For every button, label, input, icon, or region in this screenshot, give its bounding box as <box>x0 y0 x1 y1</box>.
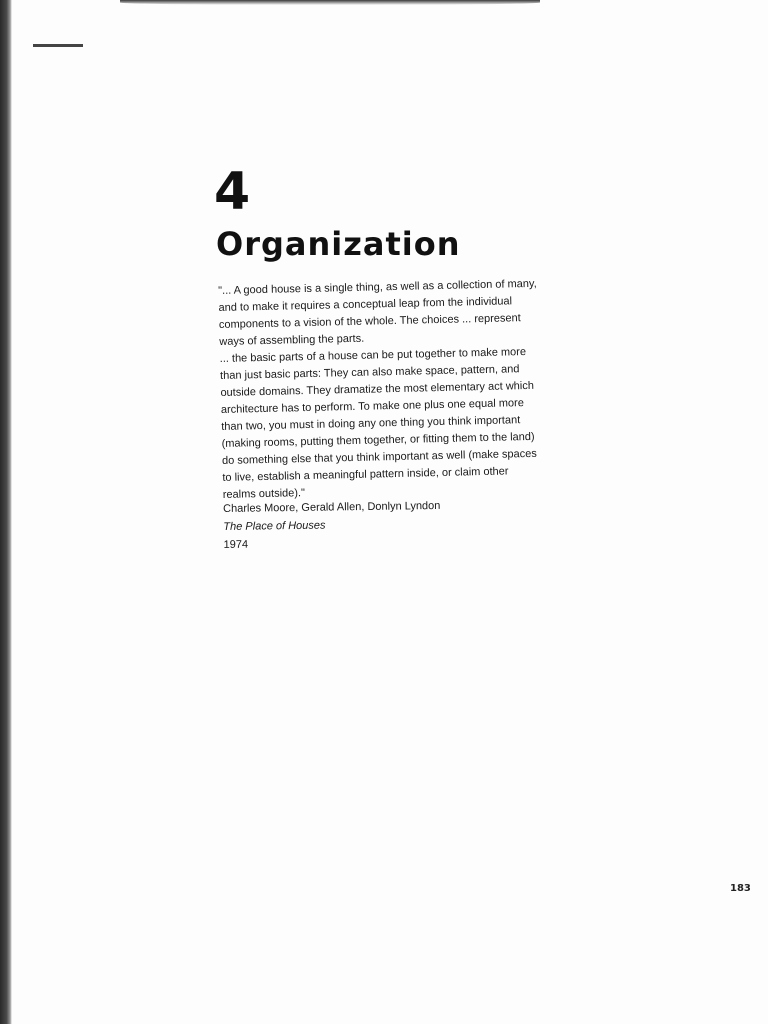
quote-paragraph: ... the basic parts of a house can be put together to make more than just basic parts: They can also make space, pattern, and outside domains. They dramatize the most elementary act which architecture has to perform. To make one plus one equal more than two, you must in doing any one thing you think important (making rooms, putting them together, or fitting them to the land) do something else that you think important as well (make spaces to live, establish a meaningful pattern inside, or claim other realms outside)." <box>219 346 537 501</box>
page-binding-shadow <box>0 0 12 1024</box>
quote-paragraph: "... A good house is a single thing, as well as a collection of many, and to make it requires a conceptual leap from the individual components to a vision of the whole. The choices ... represent ways of assembling the parts. <box>218 277 537 348</box>
chapter-title: Organization <box>216 225 461 263</box>
attribution-authors: Charles Moore, Gerald Allen, Donlyn Lyndon <box>223 499 441 515</box>
epigraph-quote <box>218 276 543 504</box>
chapter-number: 4 <box>214 162 251 222</box>
top-edge-shadow <box>120 0 540 5</box>
quote-attribution <box>223 497 441 554</box>
page-number: 183 <box>730 883 751 894</box>
corner-mark <box>33 44 83 47</box>
attribution-year: 1974 <box>223 538 249 551</box>
attribution-book-title: The Place of Houses <box>223 519 326 533</box>
